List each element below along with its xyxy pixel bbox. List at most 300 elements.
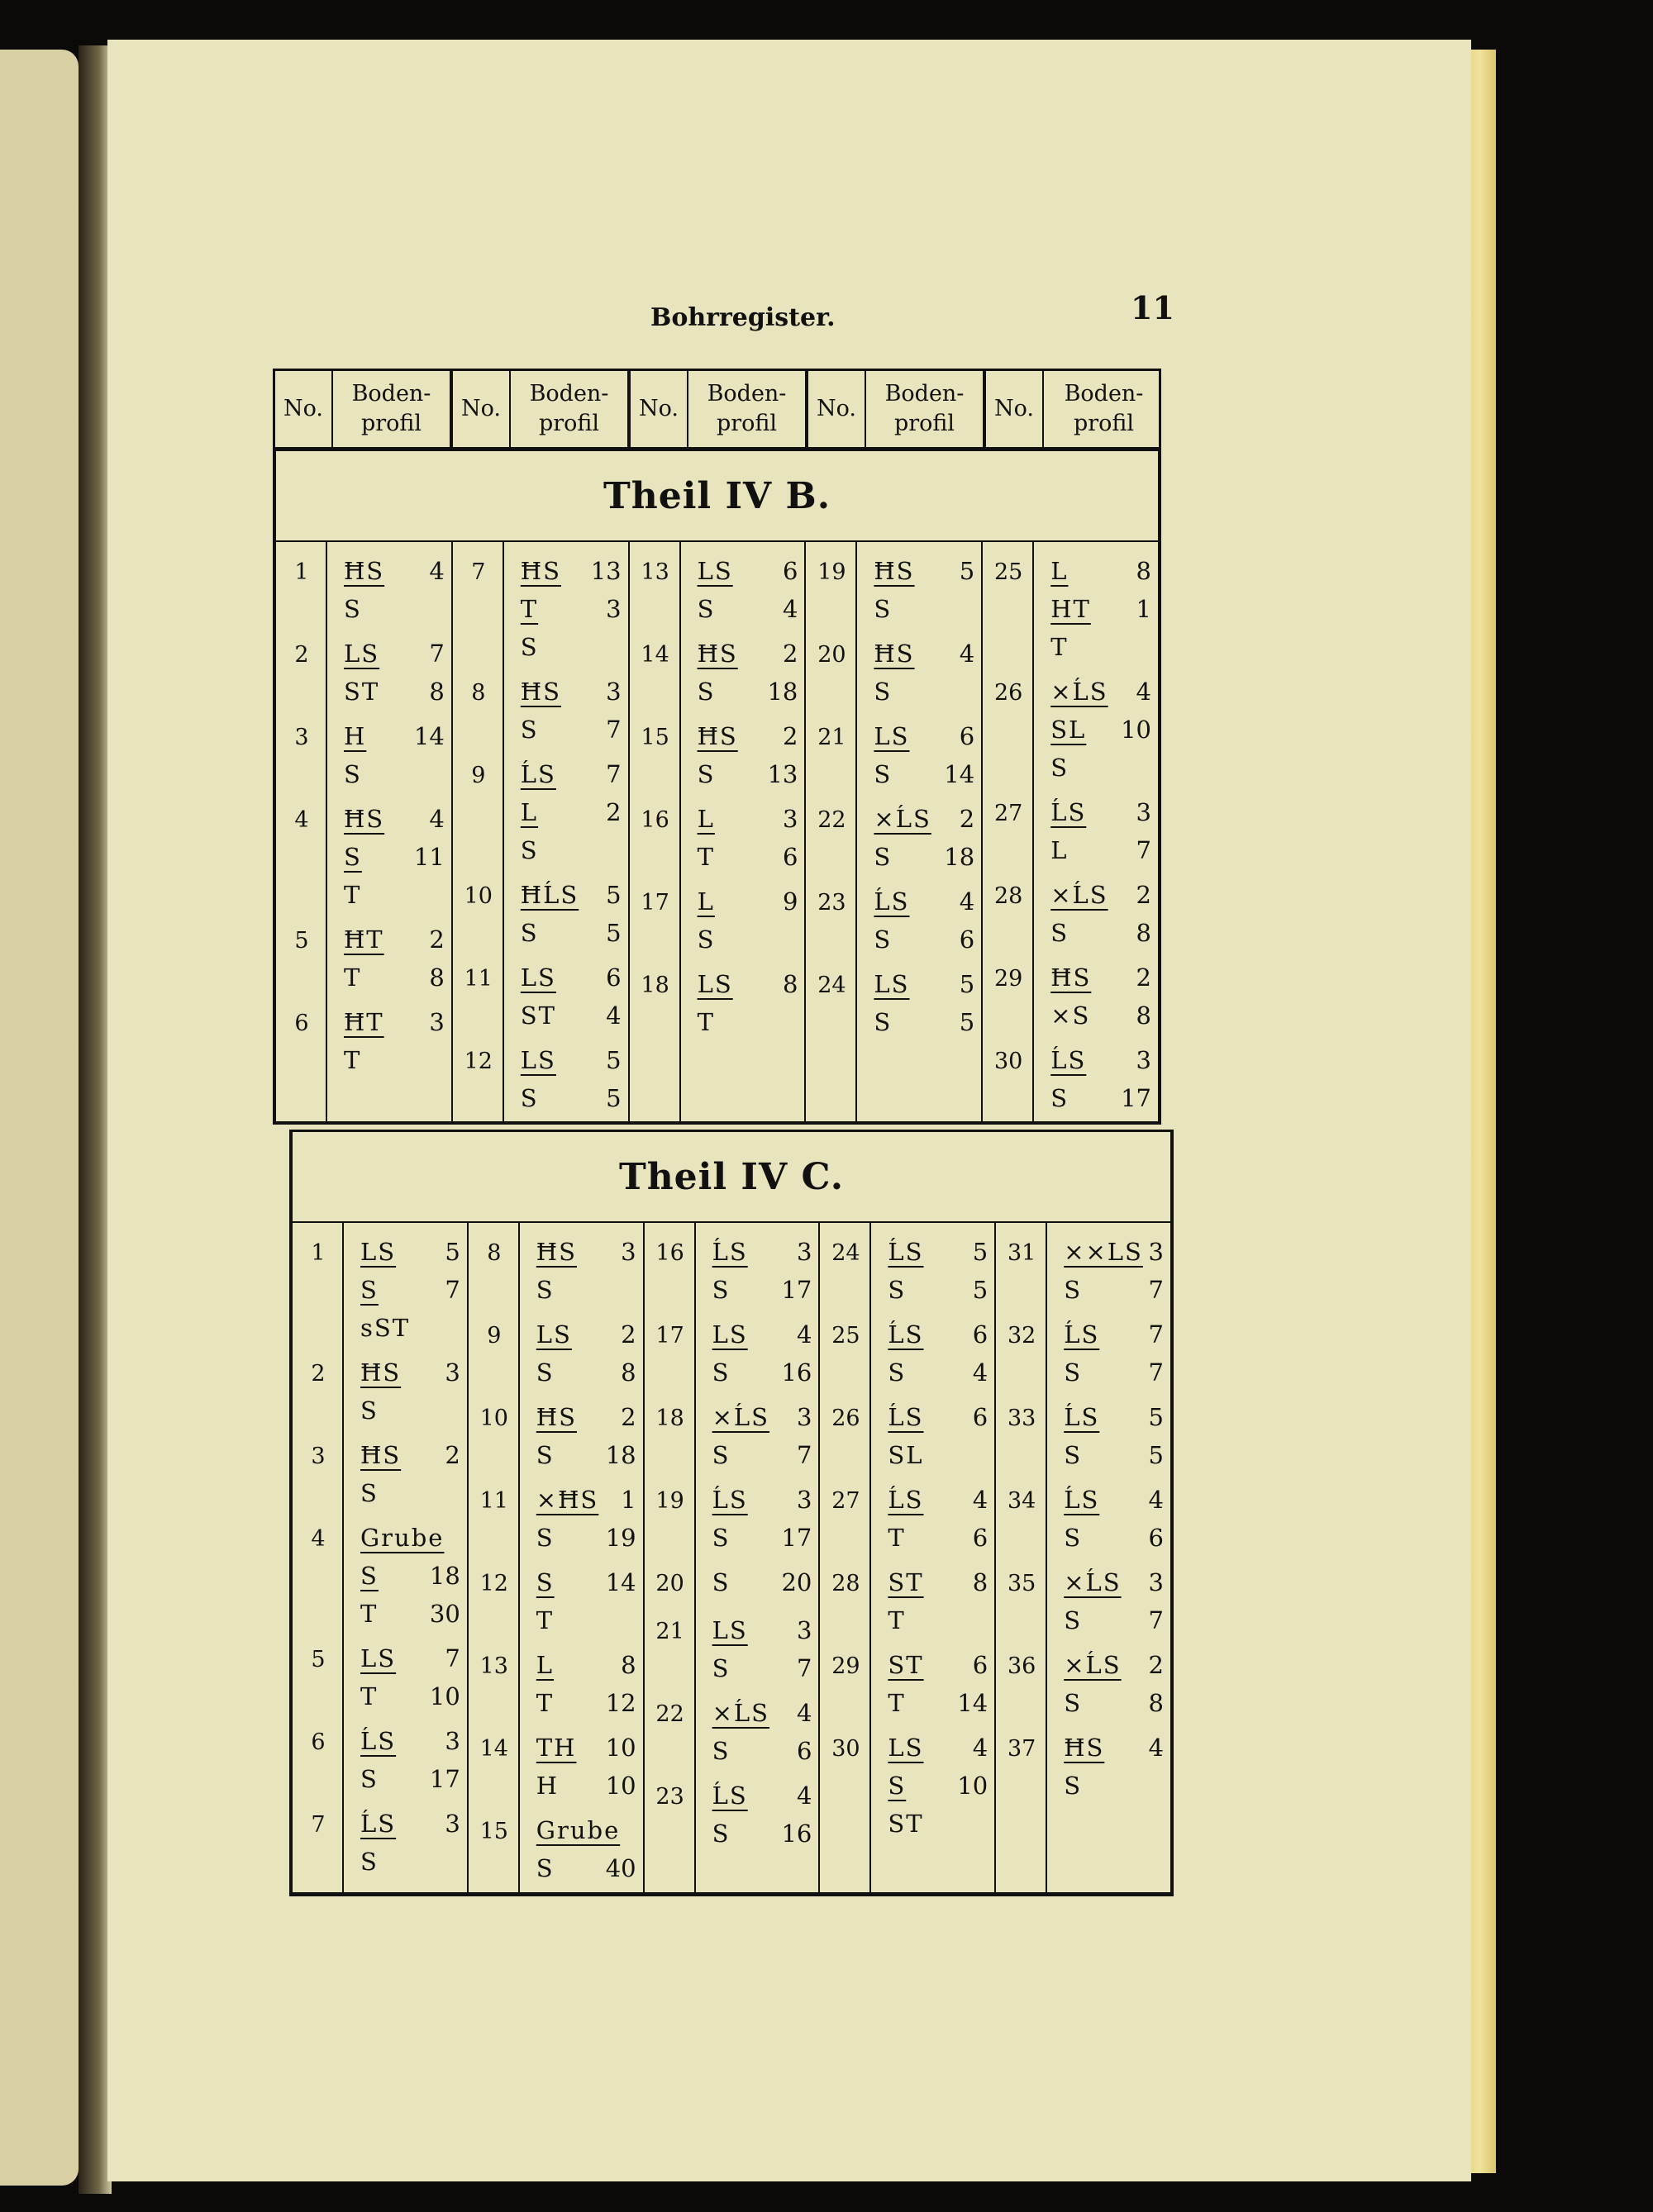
- depth-value: 10: [957, 1772, 988, 1800]
- depth-value: 3: [796, 1403, 812, 1431]
- soil-symbol: ĦS: [697, 640, 738, 668]
- depth-value: 5: [959, 557, 975, 585]
- bore-number: 24: [831, 1240, 860, 1266]
- soil-symbol: SL: [1050, 716, 1087, 744]
- profile-line: [360, 1353, 460, 1391]
- bore-number: 4: [311, 1526, 326, 1552]
- soil-symbol: S: [888, 1358, 907, 1387]
- table-row: [820, 1398, 994, 1474]
- profile-line: [521, 914, 622, 952]
- soil-symbol: S: [874, 678, 893, 706]
- soil-profile: [857, 552, 981, 628]
- soil-symbol: LS: [697, 557, 733, 585]
- soil-profile: [504, 755, 628, 869]
- soil-symbol: S: [697, 678, 716, 706]
- soil-symbol: ĦS: [360, 1441, 402, 1469]
- soil-symbol: ĹS: [360, 1727, 397, 1755]
- profile-line: [1050, 876, 1151, 914]
- profile-line: [521, 959, 622, 997]
- soil-symbol: ××LS: [1064, 1238, 1143, 1266]
- depth-value: 3: [621, 1238, 636, 1266]
- depth-value: 5: [606, 1084, 622, 1112]
- depth-value: 6: [796, 1737, 812, 1765]
- profile-line: [888, 1353, 988, 1391]
- depth-value: 3: [1136, 1046, 1151, 1074]
- soil-profile: [327, 717, 451, 793]
- soil-symbol: S: [360, 1479, 379, 1507]
- profile-line: [536, 1436, 636, 1474]
- soil-profile: [871, 1481, 994, 1557]
- profile-line: [360, 1639, 460, 1677]
- bore-number: 30: [831, 1736, 860, 1762]
- profile-line: [1050, 711, 1151, 749]
- table-row: [983, 876, 1158, 952]
- table-row: [469, 1481, 643, 1557]
- depth-value: 40: [605, 1854, 636, 1882]
- bore-number: 23: [817, 890, 846, 916]
- table-column: [628, 542, 805, 1121]
- bore-number: 6: [294, 1011, 309, 1036]
- depth-value: 14: [605, 1568, 636, 1596]
- bore-number: 37: [1008, 1736, 1036, 1762]
- profile-line: [536, 1233, 636, 1271]
- profile-line: [1050, 997, 1151, 1035]
- table-row: [983, 793, 1158, 869]
- profile-line: [712, 1271, 812, 1309]
- bore-number: 13: [479, 1653, 508, 1679]
- bore-number: 5: [294, 928, 309, 954]
- soil-symbol: ĹS: [520, 760, 556, 788]
- profile-line: [888, 1805, 988, 1843]
- bore-number: 8: [471, 680, 486, 706]
- soil-profile: [1047, 1233, 1170, 1309]
- depth-value: 7: [606, 760, 622, 788]
- soil-profile: [520, 1646, 643, 1722]
- soil-symbol: ĦS: [344, 805, 385, 833]
- soil-profile: [871, 1233, 994, 1309]
- profile-line: [360, 1474, 460, 1512]
- depth-value: 6: [1148, 1524, 1164, 1552]
- depth-value: 10: [429, 1682, 460, 1710]
- depth-value: 7: [1148, 1606, 1164, 1634]
- profile-line: [344, 1041, 445, 1079]
- depth-value: 20: [781, 1568, 812, 1596]
- page-number: 11: [1131, 289, 1174, 326]
- profile-line: [521, 711, 622, 749]
- table-row: [453, 876, 628, 952]
- soil-profile: [1047, 1646, 1170, 1722]
- soil-profile: [327, 552, 451, 628]
- depth-value: 13: [590, 557, 622, 585]
- soil-profile: [520, 1315, 643, 1391]
- profile-line: [1064, 1315, 1164, 1353]
- profile-line: [1064, 1729, 1164, 1767]
- table-column: [981, 542, 1158, 1121]
- header-no: No.: [275, 371, 333, 447]
- bore-number: 9: [487, 1323, 502, 1349]
- bore-number: 29: [831, 1653, 860, 1679]
- table-row: [820, 1233, 994, 1309]
- table-column: [818, 1223, 994, 1892]
- depth-value: 5: [972, 1238, 988, 1266]
- depth-value: 8: [621, 1358, 636, 1387]
- profile-line: [344, 673, 445, 711]
- soil-symbol: ĦS: [536, 1238, 577, 1266]
- profile-line: [360, 1557, 460, 1595]
- soil-symbol: LS: [874, 970, 910, 998]
- soil-symbol: LS: [520, 1046, 556, 1074]
- soil-symbol: S: [360, 1848, 379, 1876]
- profile-line: [536, 1563, 636, 1601]
- soil-symbol: L: [536, 1651, 555, 1679]
- soil-symbol: ĹS: [1050, 1046, 1087, 1074]
- soil-profile: [1047, 1315, 1170, 1391]
- profile-line: [360, 1233, 460, 1271]
- soil-symbol: ĦS: [1064, 1734, 1105, 1762]
- depth-value: 3: [796, 1486, 812, 1514]
- depth-value: 10: [605, 1772, 636, 1800]
- soil-symbol: T: [536, 1689, 555, 1717]
- profile-line: [698, 882, 798, 920]
- soil-symbol: H: [344, 722, 367, 750]
- soil-symbol: ĦT: [344, 925, 384, 954]
- table-row: [453, 552, 628, 666]
- depth-value: 6: [972, 1403, 988, 1431]
- header-profile: Boden-profil: [866, 371, 986, 447]
- soil-symbol: S: [712, 1276, 731, 1304]
- profile-line: [712, 1233, 812, 1271]
- depth-value: 4: [796, 1699, 812, 1727]
- bore-number: 3: [311, 1444, 326, 1469]
- soil-symbol: T: [344, 963, 362, 992]
- soil-profile: [696, 1563, 819, 1601]
- table-row: [469, 1398, 643, 1474]
- depth-value: 16: [781, 1820, 812, 1848]
- depth-value: 18: [767, 678, 798, 706]
- bore-number: 26: [994, 680, 1023, 706]
- profile-line: [1050, 590, 1151, 628]
- soil-symbol: S: [360, 1396, 379, 1425]
- soil-profile: [1047, 1729, 1170, 1805]
- soil-symbol: S: [360, 1765, 379, 1793]
- soil-profile: [696, 1481, 819, 1557]
- profile-line: [698, 552, 798, 590]
- table-column: [276, 542, 451, 1121]
- soil-symbol: S: [520, 836, 539, 864]
- soil-symbol: LS: [712, 1320, 748, 1349]
- table-row: [983, 673, 1158, 787]
- depth-value: 2: [621, 1320, 636, 1349]
- profile-line: [536, 1849, 636, 1887]
- depth-value: 5: [1148, 1441, 1164, 1469]
- header-no: No.: [453, 371, 511, 447]
- depth-value: 5: [972, 1276, 988, 1304]
- profile-line: [888, 1271, 988, 1309]
- page-edges: [1470, 50, 1496, 2173]
- depth-value: 7: [1148, 1358, 1164, 1387]
- soil-symbol: ĹS: [712, 1781, 748, 1810]
- soil-profile: [327, 920, 451, 997]
- bore-number: 22: [817, 807, 846, 833]
- soil-symbol: ĹS: [874, 887, 910, 916]
- soil-profile: [504, 673, 628, 749]
- header-no: No.: [631, 371, 688, 447]
- bore-number: 24: [817, 973, 846, 998]
- profile-line: [360, 1391, 460, 1429]
- soil-symbol: S: [1064, 1606, 1083, 1634]
- soil-profile: [1034, 959, 1158, 1035]
- profile-line: [712, 1815, 812, 1853]
- depth-value: 8: [782, 970, 798, 998]
- table-row: [293, 1353, 467, 1429]
- soil-symbol: S: [712, 1654, 731, 1682]
- bore-number: 28: [831, 1571, 860, 1596]
- soil-symbol: S: [536, 1524, 555, 1552]
- depth-value: 8: [1148, 1689, 1164, 1717]
- table-row: [820, 1646, 994, 1722]
- depth-value: 7: [796, 1441, 812, 1469]
- soil-symbol: T: [888, 1689, 906, 1717]
- bore-number: 15: [641, 725, 669, 750]
- table-row: [645, 1777, 819, 1853]
- profile-line: [521, 876, 622, 914]
- table-row: [820, 1563, 994, 1639]
- table-row: [996, 1563, 1170, 1639]
- depth-value: 5: [606, 1046, 622, 1074]
- header-profile: Boden-profil: [1064, 380, 1144, 436]
- soil-profile: [1034, 876, 1158, 952]
- table-row: [276, 552, 451, 628]
- profile-line: [344, 590, 445, 628]
- bore-number: 32: [1008, 1323, 1036, 1349]
- profile-line: [1064, 1233, 1164, 1271]
- profile-line: [888, 1436, 988, 1474]
- bore-number: 36: [1008, 1653, 1036, 1679]
- soil-profile: [696, 1398, 819, 1474]
- soil-symbol: S: [360, 1276, 379, 1304]
- depth-value: 3: [782, 805, 798, 833]
- profile-line: [874, 590, 974, 628]
- profile-line: [360, 1760, 460, 1798]
- table-row: [806, 552, 981, 628]
- profile-line: [712, 1481, 812, 1519]
- soil-symbol: ĦT: [344, 1008, 384, 1036]
- profile-line: [712, 1398, 812, 1436]
- soil-symbol: ×ĹS: [1050, 678, 1108, 706]
- table-row: [276, 920, 451, 997]
- profile-line: [1064, 1601, 1164, 1639]
- table-row: [820, 1729, 994, 1843]
- soil-symbol: S: [1064, 1358, 1083, 1387]
- table-row: [293, 1722, 467, 1798]
- depth-value: 1: [621, 1486, 636, 1514]
- soil-symbol: S: [536, 1441, 555, 1469]
- profile-line: [888, 1233, 988, 1271]
- soil-profile: [327, 635, 451, 711]
- section-title: Theil IV B.: [276, 451, 1158, 542]
- depth-value: 3: [445, 1358, 460, 1387]
- profile-line: [521, 590, 622, 628]
- profile-line: [344, 755, 445, 793]
- profile-line: [874, 800, 974, 838]
- depth-value: 4: [796, 1781, 812, 1810]
- depth-value: 3: [445, 1727, 460, 1755]
- profile-line: [874, 838, 974, 876]
- profile-line: [536, 1353, 636, 1391]
- profile-line: [698, 590, 798, 628]
- bore-number: 11: [464, 966, 493, 992]
- depth-value: 2: [782, 640, 798, 668]
- profile-line: [698, 717, 798, 755]
- soil-symbol: ×ĹS: [712, 1403, 770, 1431]
- depth-value: 7: [796, 1654, 812, 1682]
- header-profile: Boden-profil: [511, 371, 631, 447]
- depth-value: 6: [972, 1524, 988, 1552]
- soil-symbol: T: [536, 1606, 555, 1634]
- table-row: [996, 1315, 1170, 1391]
- soil-symbol: T: [888, 1606, 906, 1634]
- profile-line: [521, 831, 622, 869]
- table-row: [996, 1646, 1170, 1722]
- depth-value: 17: [781, 1276, 812, 1304]
- profile-line: [874, 755, 974, 793]
- soil-symbol: ĹS: [1064, 1486, 1100, 1514]
- depth-value: 4: [1148, 1734, 1164, 1762]
- profile-line: [712, 1519, 812, 1557]
- profile-line: [536, 1398, 636, 1436]
- table-row: [983, 959, 1158, 1035]
- profile-line: [1064, 1353, 1164, 1391]
- profile-line: [1064, 1519, 1164, 1557]
- profile-line: [888, 1398, 988, 1436]
- soil-profile: [1047, 1398, 1170, 1474]
- bore-number: 20: [655, 1571, 684, 1596]
- profile-line: [536, 1767, 636, 1805]
- profile-line: [536, 1481, 636, 1519]
- soil-symbol: T: [1050, 633, 1069, 661]
- depth-value: 4: [972, 1486, 988, 1514]
- profile-line: [1050, 831, 1151, 869]
- depth-value: 5: [606, 919, 622, 947]
- table-row: [276, 800, 451, 914]
- depth-value: 6: [606, 963, 622, 992]
- soil-symbol: S: [536, 1568, 555, 1596]
- profile-line: [712, 1611, 812, 1649]
- header-no: No.: [808, 371, 866, 447]
- soil-symbol: LS: [888, 1734, 924, 1762]
- table-row: [996, 1233, 1170, 1309]
- depth-value: 3: [796, 1616, 812, 1644]
- profile-line: [874, 717, 974, 755]
- depth-value: 7: [1148, 1320, 1164, 1349]
- profile-line: [360, 1595, 460, 1633]
- soil-symbol: ST: [520, 1001, 557, 1030]
- profile-line: [536, 1646, 636, 1684]
- depth-value: 19: [605, 1524, 636, 1552]
- profile-line: [888, 1646, 988, 1684]
- table-row: [806, 635, 981, 711]
- soil-symbol: S: [1064, 1276, 1083, 1304]
- soil-symbol: S: [1064, 1772, 1083, 1800]
- profile-line: [888, 1601, 988, 1639]
- table-row: [645, 1481, 819, 1557]
- soil-profile: [681, 717, 805, 793]
- depth-value: 12: [605, 1689, 636, 1717]
- soil-symbol: ×ĹS: [1064, 1651, 1122, 1679]
- profile-line: [888, 1767, 988, 1805]
- soil-profile: [344, 1436, 467, 1512]
- soil-symbol: SL: [888, 1441, 924, 1469]
- depth-value: 3: [1148, 1238, 1164, 1266]
- soil-symbol: ĹS: [1064, 1320, 1100, 1349]
- soil-profile: [504, 552, 628, 666]
- profile-line: [360, 1843, 460, 1881]
- bore-number: 7: [471, 559, 486, 585]
- depth-value: 3: [606, 595, 622, 623]
- soil-profile: [857, 965, 981, 1041]
- soil-symbol: ĹS: [888, 1486, 924, 1514]
- soil-profile: [520, 1563, 643, 1639]
- profile-line: [698, 965, 798, 1003]
- table-row: [806, 800, 981, 876]
- table-row: [820, 1481, 994, 1557]
- soil-symbol: S: [697, 925, 716, 954]
- soil-profile: [681, 635, 805, 711]
- profile-line: [874, 882, 974, 920]
- table-row: [630, 552, 805, 628]
- profile-line: [712, 1649, 812, 1687]
- soil-symbol: ĦS: [360, 1358, 402, 1387]
- bore-number: 10: [464, 883, 493, 909]
- table-row: [293, 1519, 467, 1633]
- bore-number: 16: [641, 807, 669, 833]
- bore-number: 27: [831, 1488, 860, 1514]
- bore-number: 25: [994, 559, 1023, 585]
- soil-symbol: T: [697, 843, 715, 871]
- depth-value: 3: [1148, 1568, 1164, 1596]
- profile-line: [344, 876, 445, 914]
- soil-symbol: ĹS: [1050, 798, 1087, 826]
- soil-symbol: sST: [360, 1314, 411, 1342]
- profile-line: [521, 628, 622, 666]
- depth-value: 8: [972, 1568, 988, 1596]
- profile-line: [344, 635, 445, 673]
- soil-symbol: ST: [888, 1651, 924, 1679]
- soil-symbol: T: [344, 1046, 362, 1074]
- depth-value: 18: [944, 843, 975, 871]
- profile-line: [698, 920, 798, 959]
- table-row: [453, 959, 628, 1035]
- soil-profile: [327, 1003, 451, 1079]
- soil-symbol: ĦS: [344, 557, 385, 585]
- soil-symbol: S: [888, 1276, 907, 1304]
- profile-line: [1064, 1271, 1164, 1309]
- table-row: [996, 1481, 1170, 1557]
- bore-number: 8: [487, 1240, 502, 1266]
- soil-profile: [1034, 793, 1158, 869]
- soil-symbol: S: [697, 595, 716, 623]
- profile-line: [1064, 1684, 1164, 1722]
- profile-line: [712, 1563, 812, 1601]
- depth-value: 5: [1148, 1403, 1164, 1431]
- soil-symbol: T: [520, 595, 539, 623]
- depth-value: 14: [413, 722, 445, 750]
- soil-profile: [1034, 673, 1158, 787]
- table-row: [293, 1639, 467, 1715]
- table-row: [630, 800, 805, 876]
- depth-value: 7: [445, 1276, 460, 1304]
- section-theil-iv-c: [289, 1130, 1174, 1896]
